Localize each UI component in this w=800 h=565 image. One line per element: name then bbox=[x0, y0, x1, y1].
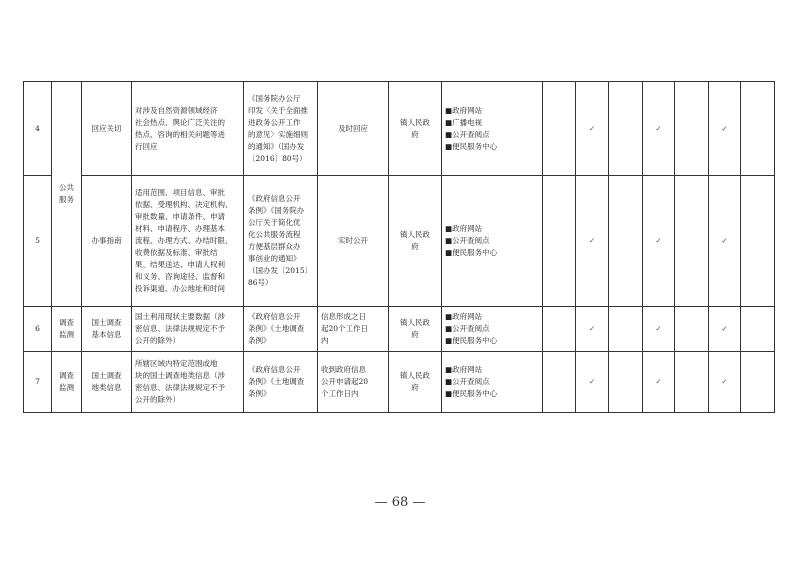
empty-cell bbox=[741, 352, 775, 413]
disclosure-table bbox=[23, 81, 775, 413]
empty-cell bbox=[543, 352, 576, 413]
table-row bbox=[24, 307, 775, 352]
page-number: — 68 — bbox=[374, 495, 426, 510]
category-cell: 公共 服务 bbox=[52, 82, 82, 307]
empty-cell bbox=[609, 307, 643, 352]
disclosure-subject: 镇人民政 府 bbox=[389, 352, 442, 413]
check-mark: ✓ bbox=[709, 82, 741, 176]
legal-basis: 《政府信息公开 条例》《国务院办 公厅关于简化优 化公共服务流程 方便基层群众办 事创业的通知》 （国办发〔2015〕 86号） bbox=[244, 176, 318, 307]
item-name: 回应关切 bbox=[82, 82, 132, 176]
legal-basis: 《政府信息公开 条例》《土地调查 条例》 bbox=[244, 307, 318, 352]
check-mark: ✓ bbox=[709, 307, 741, 352]
disclosure-time: 信息形成之日 起20个工作日 内 bbox=[318, 307, 389, 352]
check-mark: ✓ bbox=[709, 352, 741, 413]
empty-cell bbox=[609, 352, 643, 413]
category-cell: 调查 监测 bbox=[52, 307, 82, 352]
check-mark: ✓ bbox=[709, 176, 741, 307]
content-desc: 对涉及自然资源领域经济 社会热点、舆论广泛关注的 热点、咨询的相关问题等进 行回应 bbox=[132, 82, 244, 176]
disclosure-subject: 镇人民政 府 bbox=[389, 176, 442, 307]
disclosure-channels: ■政府网站 ■公开查阅点 ■便民服务中心 bbox=[442, 176, 543, 307]
empty-cell bbox=[741, 176, 775, 307]
table-row bbox=[24, 352, 775, 413]
disclosure-channels: ■政府网站 ■广播电视 ■公开查阅点 ■便民服务中心 bbox=[442, 82, 543, 176]
disclosure-channels: ■政府网站 ■公开查阅点 ■便民服务中心 bbox=[442, 307, 543, 352]
disclosure-time: 及时回应 bbox=[318, 82, 389, 176]
empty-cell bbox=[675, 307, 709, 352]
row-number: 6 bbox=[24, 307, 52, 352]
check-mark: ✓ bbox=[576, 82, 609, 176]
disclosure-subject: 镇人民政 府 bbox=[389, 307, 442, 352]
legal-basis: 《国务院办公厅 印发〈关于全面推 进政务公开工作 的意见〉实施细则 的通知》（国办发 〔2016〕80号） bbox=[244, 82, 318, 176]
table-row bbox=[24, 82, 775, 176]
table-row bbox=[24, 176, 775, 307]
empty-cell bbox=[543, 82, 576, 176]
content-desc: 适用范围、项目信息、审批 依据、受理机构、决定机构、 审批数量、申请条件、申请 材料、申请程序、办理基本 流程、办理方式、办结时限、 收费依据及标准、审批结 果、结果送达、申请人权利 和义务、咨询途径、监督和 投诉渠道、办公地址和时间 bbox=[132, 176, 244, 307]
item-name: 国土调查 基本信息 bbox=[82, 307, 132, 352]
category-cell: 调查 监测 bbox=[52, 352, 82, 413]
empty-cell bbox=[543, 176, 576, 307]
check-mark: ✓ bbox=[576, 307, 609, 352]
empty-cell bbox=[741, 82, 775, 176]
row-number: 4 bbox=[24, 82, 52, 176]
row-number: 5 bbox=[24, 176, 52, 307]
disclosure-time: 实时公开 bbox=[318, 176, 389, 307]
item-name: 办事指南 bbox=[82, 176, 132, 307]
check-mark: ✓ bbox=[643, 82, 675, 176]
disclosure-channels: ■政府网站 ■公开查阅点 ■便民服务中心 bbox=[442, 352, 543, 413]
check-mark: ✓ bbox=[576, 352, 609, 413]
check-mark: ✓ bbox=[643, 176, 675, 307]
empty-cell bbox=[741, 307, 775, 352]
empty-cell bbox=[609, 82, 643, 176]
disclosure-subject: 镇人民政 府 bbox=[389, 82, 442, 176]
check-mark: ✓ bbox=[643, 307, 675, 352]
check-mark: ✓ bbox=[643, 352, 675, 413]
empty-cell bbox=[675, 352, 709, 413]
content-desc: 所辖区域内特定范围或地 块的国土调查地类信息（涉 密信息、法律法规规定不予 公开的除外） bbox=[132, 352, 244, 413]
empty-cell bbox=[675, 82, 709, 176]
empty-cell bbox=[675, 176, 709, 307]
check-mark: ✓ bbox=[576, 176, 609, 307]
empty-cell bbox=[609, 176, 643, 307]
content-desc: 国土利用现状主要数据（涉 密信息、法律法规规定不予 公开的除外） bbox=[132, 307, 244, 352]
item-name: 国土调查 地类信息 bbox=[82, 352, 132, 413]
empty-cell bbox=[543, 307, 576, 352]
legal-basis: 《政府信息公开 条例》《土地调查 条例》 bbox=[244, 352, 318, 413]
row-number: 7 bbox=[24, 352, 52, 413]
disclosure-time: 收到政府信息 公开申请起20 个工作日内 bbox=[318, 352, 389, 413]
